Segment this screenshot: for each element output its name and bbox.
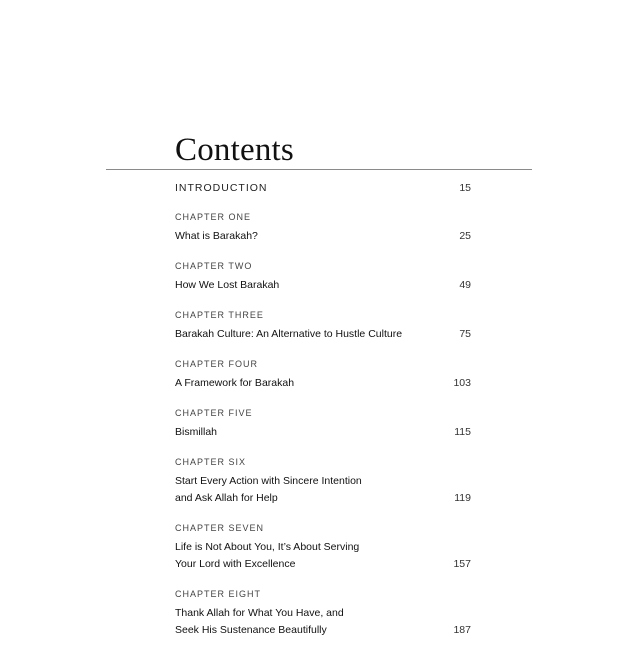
chapter-page-number: 187 <box>453 624 471 636</box>
chapter-title: A Framework for Barakah <box>175 377 295 389</box>
toc-entry-chapter-seven[interactable] <box>175 523 471 573</box>
chapter-title: Bismillah <box>175 426 218 438</box>
chapter-title: Barakah Culture: An Alternative to Hustle Culture <box>175 328 403 340</box>
toc-entry-chapter-four[interactable] <box>175 359 471 392</box>
intro-page-number: 15 <box>459 182 471 194</box>
chapter-title-continued: Your Lord with Excellence <box>175 558 296 570</box>
toc-entry-chapter-three[interactable] <box>175 310 471 343</box>
chapter-label: CHAPTER EIGHT <box>175 589 262 599</box>
intro-label: INTRODUCTION <box>175 182 268 194</box>
toc-entry-chapter-one[interactable] <box>175 212 471 245</box>
chapter-label: CHAPTER FOUR <box>175 359 259 369</box>
chapter-label: CHAPTER SEVEN <box>175 523 265 533</box>
chapter-label: CHAPTER ONE <box>175 212 252 222</box>
chapter-page-number: 103 <box>453 377 471 389</box>
chapter-label: CHAPTER SIX <box>175 457 247 467</box>
title-divider <box>106 169 532 170</box>
chapter-page-number: 115 <box>454 426 471 438</box>
toc-entry-chapter-five[interactable] <box>175 408 471 441</box>
chapter-page-number: 25 <box>459 230 471 242</box>
chapter-page-number: 157 <box>453 558 471 570</box>
toc-entry-chapter-six[interactable] <box>175 457 471 507</box>
table-of-contents <box>175 179 471 655</box>
toc-entry-chapter-eight[interactable] <box>175 589 471 639</box>
chapter-label: CHAPTER TWO <box>175 261 253 271</box>
chapter-title: Thank Allah for What You Have, and <box>175 607 344 619</box>
chapter-page-number: 49 <box>459 279 471 291</box>
chapter-title: Life is Not About You, It’s About Serving <box>175 541 360 553</box>
chapter-title-continued: Seek His Sustenance Beautifully <box>175 624 327 636</box>
chapter-title: What is Barakah? <box>175 230 258 242</box>
chapter-page-number: 75 <box>459 328 471 340</box>
chapter-label: CHAPTER THREE <box>175 310 264 320</box>
chapter-title: How We Lost Barakah <box>175 279 280 291</box>
chapter-title: Start Every Action with Sincere Intention <box>175 475 362 487</box>
toc-entry-introduction[interactable] <box>175 179 471 197</box>
toc-entry-chapter-two[interactable] <box>175 261 471 294</box>
page-title: Contents <box>175 132 294 168</box>
chapter-page-number: 119 <box>454 492 471 504</box>
chapter-title-continued: and Ask Allah for Help <box>175 492 278 504</box>
chapter-label: CHAPTER FIVE <box>175 408 253 418</box>
